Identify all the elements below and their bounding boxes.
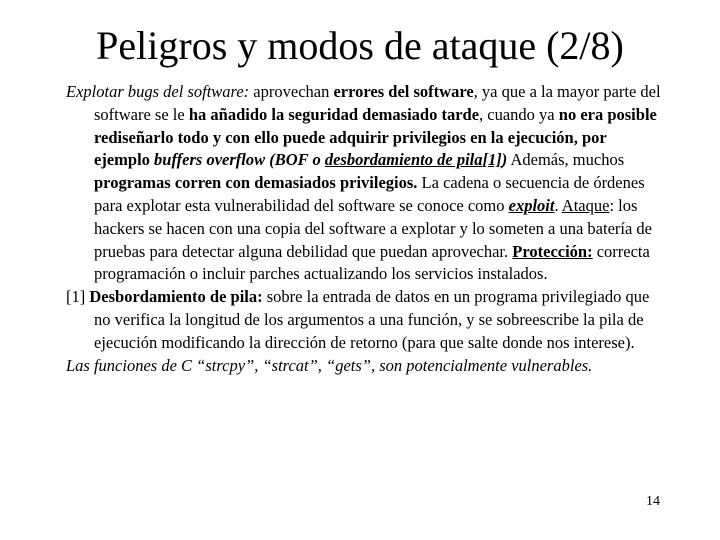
underlined-term: desbordamiento de pila: [324, 150, 483, 170]
slide-title: Peligros y modos de ataque (2/8): [96, 23, 624, 68]
text: sobre la entrada de datos en un programa privilegiado que no verifica la longitud de los argumentos a una función, y se sobreescribe la pila de ejecución modificando la dirección de retorno (para que salte donde nos interese).: [94, 287, 650, 352]
bold-text: errores del software: [333, 82, 474, 101]
page-number: 14: [646, 494, 660, 509]
text: .: [554, 195, 559, 215]
bold-text: programas corren con demasiados privilegios.: [94, 173, 418, 193]
bold-italic-text: ): [501, 150, 508, 170]
text: : los hackers se hacen con una copia del software a explotar y lo someten a una batería de pruebas para detectar alguna debilidad que puedan aprovechar.: [94, 195, 653, 261]
bold-text: ha añadido la seguridad demasiado tarde: [188, 104, 480, 124]
bold-text: no era posible rediseñarlo todo y con ello puede adquirir privilegios en la ejecución, por ejemplo: [94, 104, 657, 170]
text: aprovechan: [249, 82, 334, 101]
underlined-term: Ataque: [561, 195, 610, 215]
bold-text: Desbordamiento de pila:: [89, 287, 263, 307]
text: Las funciones de C “strcpy”, “strcat”, “gets”, son potencialmente vulnerables.: [66, 355, 593, 375]
text: correcta programación o incluir parches actualizando los servicios instalados.: [94, 241, 650, 284]
bold-italic-text: buffers overflow: [154, 150, 266, 170]
bold-italic-text: (BOF o: [265, 150, 325, 170]
underlined-term: exploit: [508, 195, 555, 215]
lead-term: Explotar bugs del software:: [66, 82, 250, 101]
text: Además, muchos: [507, 150, 625, 170]
text: La cadena o secuencia de órdenes para explotar esta vulnerabilidad del software se conoce como: [94, 173, 645, 215]
paragraph-c-functions: [66, 355, 666, 378]
footnote-marker: [1]: [66, 287, 90, 307]
text: , cuando ya: [479, 104, 559, 124]
text: , ya que a la mayor parte del software se le: [94, 82, 661, 124]
paragraph-footnote: [66, 286, 666, 354]
footnote-link[interactable]: [1]: [482, 150, 502, 170]
slide-body: [66, 81, 666, 377]
underlined-term: Protección:: [512, 241, 593, 261]
paragraph-exploit-bugs: [66, 81, 666, 286]
